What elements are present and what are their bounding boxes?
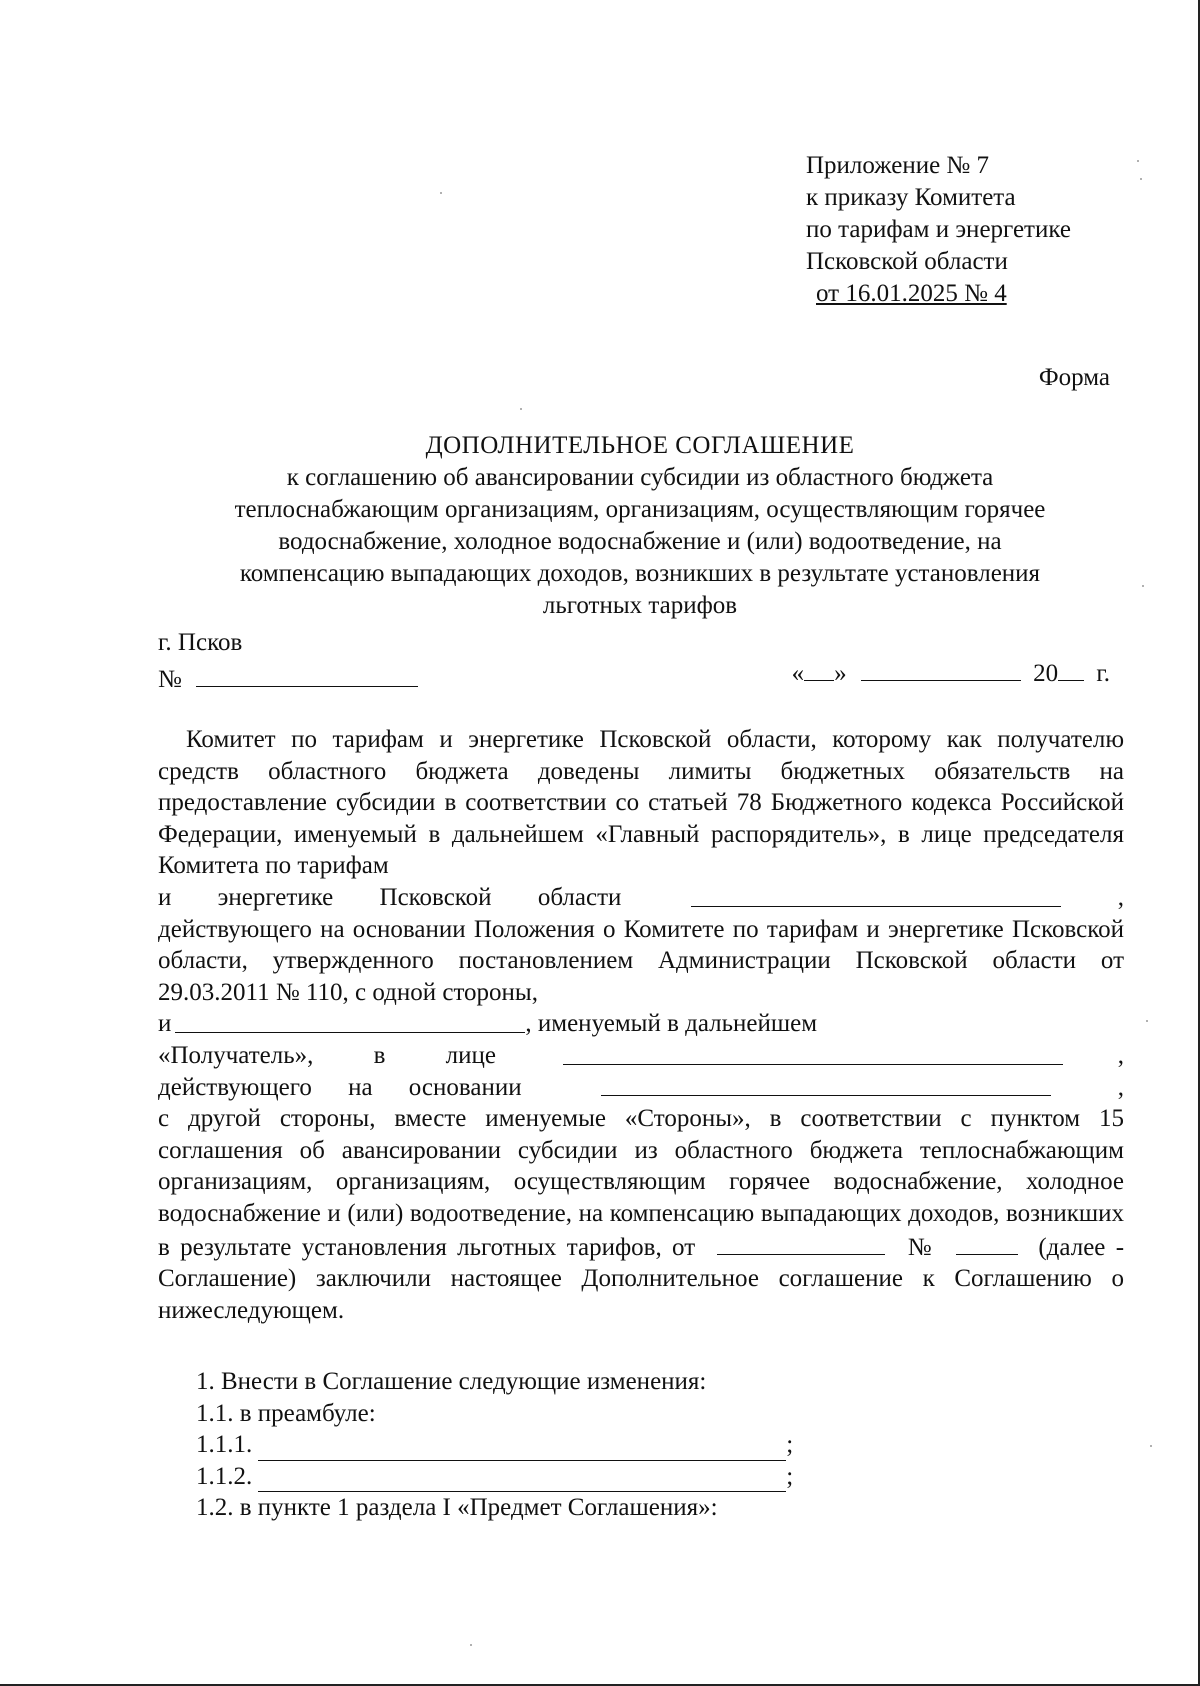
number-sign: № — [158, 666, 182, 693]
row3-text: «Получатель», в лице — [158, 1041, 497, 1069]
item-1-1-2 — [196, 1461, 793, 1493]
scan-speck — [520, 408, 522, 410]
approval-line-date: от 16.01.2025 № 4 — [816, 280, 1007, 307]
title-line-5: льготных тарифов — [542, 592, 738, 619]
year-suffix: г. — [1096, 660, 1110, 687]
item-1-1-1-number: 1.1.1. — [196, 1431, 253, 1459]
body-row-recipient — [158, 1008, 1124, 1040]
row1-text: и энергетике Псковской области — [158, 883, 622, 911]
day-blank — [804, 656, 834, 681]
item-1-1-2-number: 1.1.2. — [196, 1462, 253, 1490]
place-of-signing: г. Псков — [158, 629, 243, 656]
body-row-chairman — [158, 882, 1124, 914]
scan-speck — [470, 1644, 472, 1646]
scan-speck — [1142, 585, 1144, 587]
approval-line-region: Псковской области — [806, 248, 1008, 275]
title-line-1: к соглашению об авансировании субсидии из областного бюджета — [286, 464, 994, 491]
recipient-blank — [175, 1008, 525, 1033]
title-line-3: водоснабжение, холодное водоснабжение и (или) водоотведение, на — [278, 528, 1002, 555]
item-1-1: 1.1. в преамбуле: — [196, 1399, 376, 1427]
approval-line-order: к приказу Комитета — [806, 184, 1016, 211]
title-main: ДОПОЛНИТЕЛЬНОЕ СОГЛАШЕНИЕ — [425, 432, 855, 459]
reference-number-blank — [956, 1230, 1018, 1255]
title-line-2: теплоснабжающим организациям, организациям, осуществляющим горячее — [234, 496, 1046, 523]
representative-blank — [563, 1040, 1063, 1065]
body-paragraph-2: действующего на основании Положения о Комитете по тарифам и энергетике Псковской области, утвержденного постановлением Администрации Псковской области от 29.03.2011 № 110, с одной стороны, — [158, 915, 1124, 1006]
body-paragraph-3 — [158, 1103, 1124, 1326]
item-1-1-2-blank — [258, 1469, 786, 1492]
row3-comma: , — [1117, 1041, 1124, 1069]
scan-speck — [1137, 160, 1139, 162]
item-1-1-1-semicolon: ; — [786, 1431, 794, 1459]
month-blank — [861, 656, 1021, 681]
item-1-1-2-semicolon: ; — [786, 1462, 794, 1490]
date-quote-open: « — [791, 660, 805, 687]
title-line-4: компенсацию выпадающих доходов, возникших в результате установления — [239, 560, 1041, 587]
form-label: Форма — [1038, 364, 1110, 391]
approval-line-appendix: Приложение № 7 — [806, 152, 990, 179]
scan-speck — [1146, 1020, 1148, 1022]
row1-comma: , — [1117, 883, 1124, 911]
agreement-body — [158, 724, 1124, 1326]
row2-text-right: , именуемый в дальнейшем — [525, 1010, 818, 1038]
paragraph-3-text: с другой стороны, вместе именуемые «Стороны», в соответствии с пунктом 15 соглашения об авансировании субсидии из областного бюджета теплоснабжающим организациям, организациям, осуществляющим горячее водоснабжение, холодное водоснабжение и (или) водоотведение, на компенсацию выпадающих доходов, возникших в результате установления льготных тарифов, от — [158, 1105, 1124, 1261]
body-row-representative — [158, 1040, 1124, 1072]
paragraph-3-number-sign: № — [907, 1233, 936, 1261]
row4-text: действующего на основании — [158, 1073, 522, 1101]
scan-speck — [1140, 178, 1142, 180]
document-title — [150, 430, 1130, 622]
year-prefix: 20 — [1033, 660, 1059, 687]
approval-line-committee: по тарифам и энергетике — [806, 216, 1071, 243]
number-blank — [196, 662, 418, 687]
reference-date-blank — [717, 1230, 885, 1255]
body-row-basis — [158, 1072, 1124, 1104]
basis-blank — [601, 1072, 1051, 1097]
item-1-1-1 — [196, 1429, 793, 1461]
agreement-date — [792, 656, 1110, 688]
item-1-2: 1.2. в пункте 1 раздела I «Предмет Соглашения»: — [196, 1494, 718, 1522]
year-blank — [1058, 656, 1084, 681]
amendments-list — [196, 1366, 793, 1524]
row4-comma: , — [1117, 1073, 1124, 1101]
item-1-1-1-blank — [258, 1438, 786, 1461]
approval-block — [806, 150, 1071, 310]
scan-speck — [440, 192, 442, 194]
scan-speck — [1150, 1445, 1152, 1447]
body-paragraph-1: Комитет по тарифам и энергетике Псковской области, которому как получателю средств областного бюджета доведены лимиты бюджетных обязательств на предоставление субсидии в соответствии со статьей 78 Бюджетного кодекса Российской Федерации, именуемый в дальнейшем «Главный распорядитель», в лице председателя Комитета по тарифам — [158, 726, 1124, 880]
row2-text: и — [158, 1010, 172, 1038]
item-1: 1. Внести в Соглашение следующие изменения: — [196, 1368, 707, 1395]
agreement-number — [158, 662, 418, 694]
chairman-blank — [691, 882, 1061, 907]
date-quote-close: » — [834, 660, 847, 687]
paragraph-3-text-end: (далее - Соглашение) заключили настоящее Дополнительное соглашение к Соглашению о нижеследующем. — [158, 1233, 1125, 1324]
